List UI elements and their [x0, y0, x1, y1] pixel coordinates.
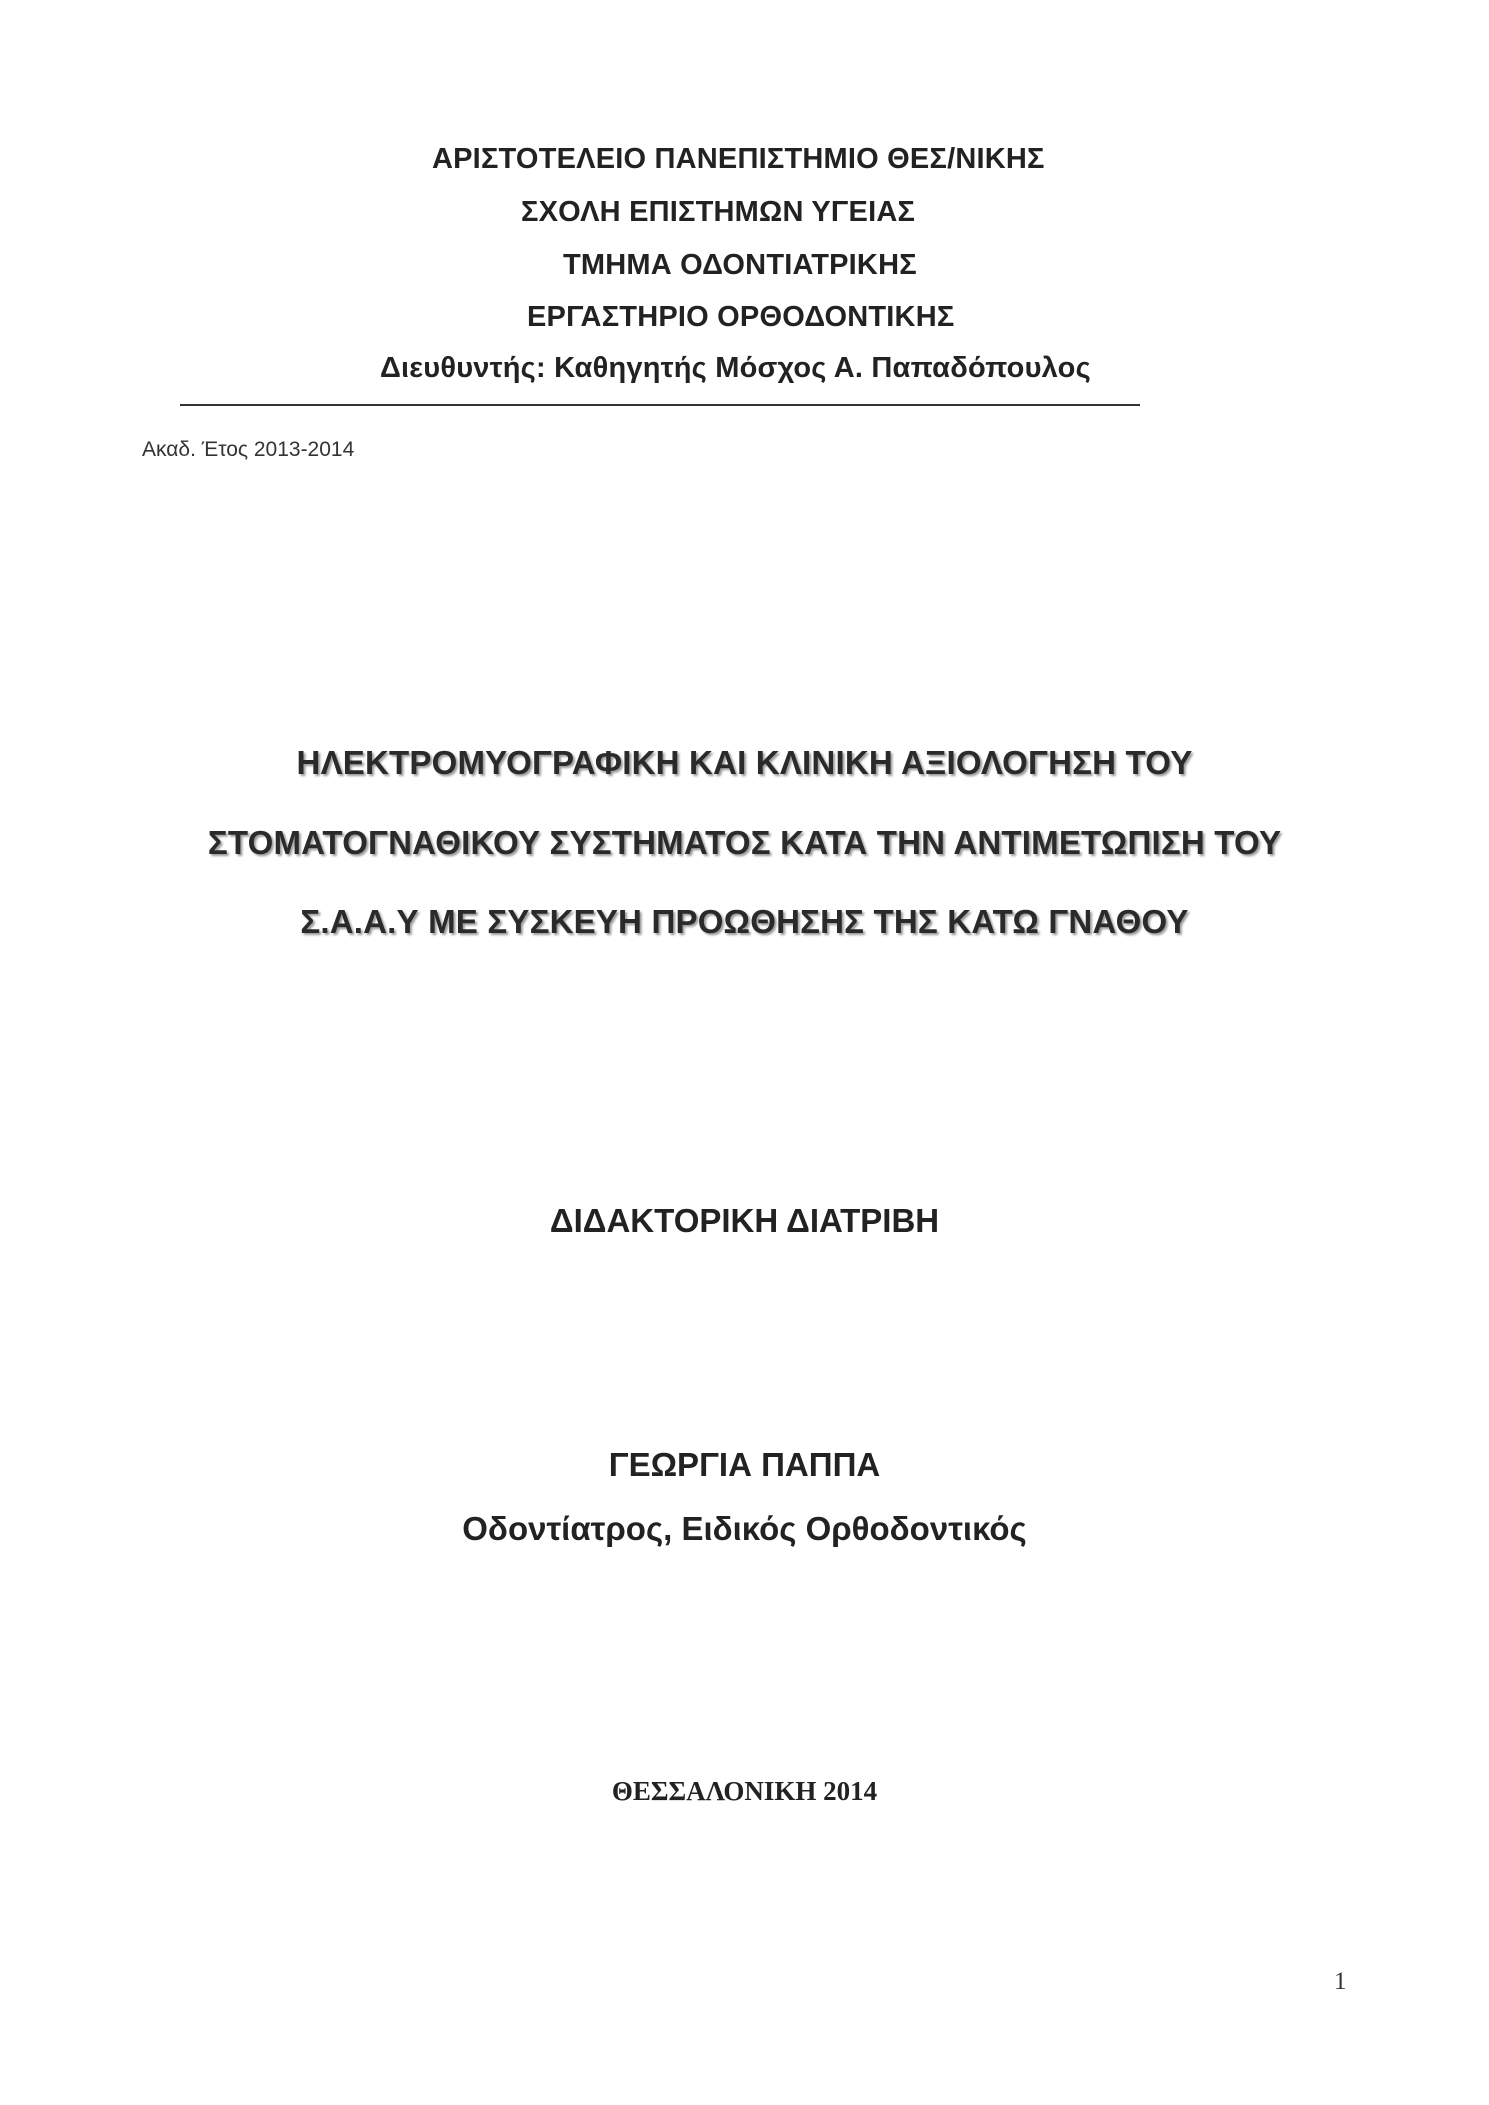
- thesis-title-line-3: Σ.Α.Α.Υ ΜΕ ΣΥΣΚΕΥΗ ΠΡΟΩΘΗΣΗΣ ΤΗΣ ΚΑΤΩ ΓΝΑΘΟΥ: [300, 903, 1189, 940]
- author-role: Οδοντίατρος, Ειδικός Ορθοδοντικός: [462, 1510, 1027, 1547]
- header-divider: [180, 404, 1140, 406]
- thesis-title-line-2: ΣΤΟΜΑΤΟΓΝΑΘΙΚΟΥ ΣΥΣΤΗΜΑΤΟΣ ΚΑΤΑ ΤΗΝ ΑΝΤΙΜΕΤΩΠΙΣΗ ΤΟΥ: [207, 824, 1282, 861]
- place-year: ΘΕΣΣΑΛΟΝΙΚΗ 2014: [611, 1776, 878, 1806]
- author-name: ΓΕΩΡΓΙΑ ΠΑΠΠΑ: [608, 1446, 881, 1483]
- university-name: ΑΡΙΣΤΟΤΕΛΕΙΟ ΠΑΝΕΠΙΣΤΗΜΙΟ ΘΕΣ/ΝΙΚΗΣ: [432, 143, 1045, 175]
- page-number: 1: [1334, 1968, 1347, 1995]
- department-name: ΤΜΗΜΑ ΟΔΟΝΤΙΑΤΡΙΚΗΣ: [563, 249, 917, 281]
- director-line: Διευθυντής: Καθηγητής Μόσχος Α. Παπαδόπουλος: [380, 352, 1091, 384]
- thesis-title-line-1: ΗΛΕΚΤΡΟΜΥΟΓΡΑΦΙΚΗ ΚΑΙ ΚΛΙΝΙΚΗ ΑΞΙΟΛΟΓΗΣΗ ΤΟΥ: [296, 744, 1193, 781]
- academic-year: Ακαδ. Έτος 2013-2014: [142, 438, 355, 461]
- laboratory-name: ΕΡΓΑΣΤΗΡΙΟ ΟΡΘΟΔΟΝΤΙΚΗΣ: [527, 301, 955, 333]
- document-type: ΔΙΔΑΚΤΟΡΙΚΗ ΔΙΑΤΡΙΒΗ: [549, 1202, 940, 1239]
- school-name: ΣΧΟΛΗ ΕΠΙΣΤΗΜΩΝ ΥΓΕΙΑΣ: [521, 196, 916, 228]
